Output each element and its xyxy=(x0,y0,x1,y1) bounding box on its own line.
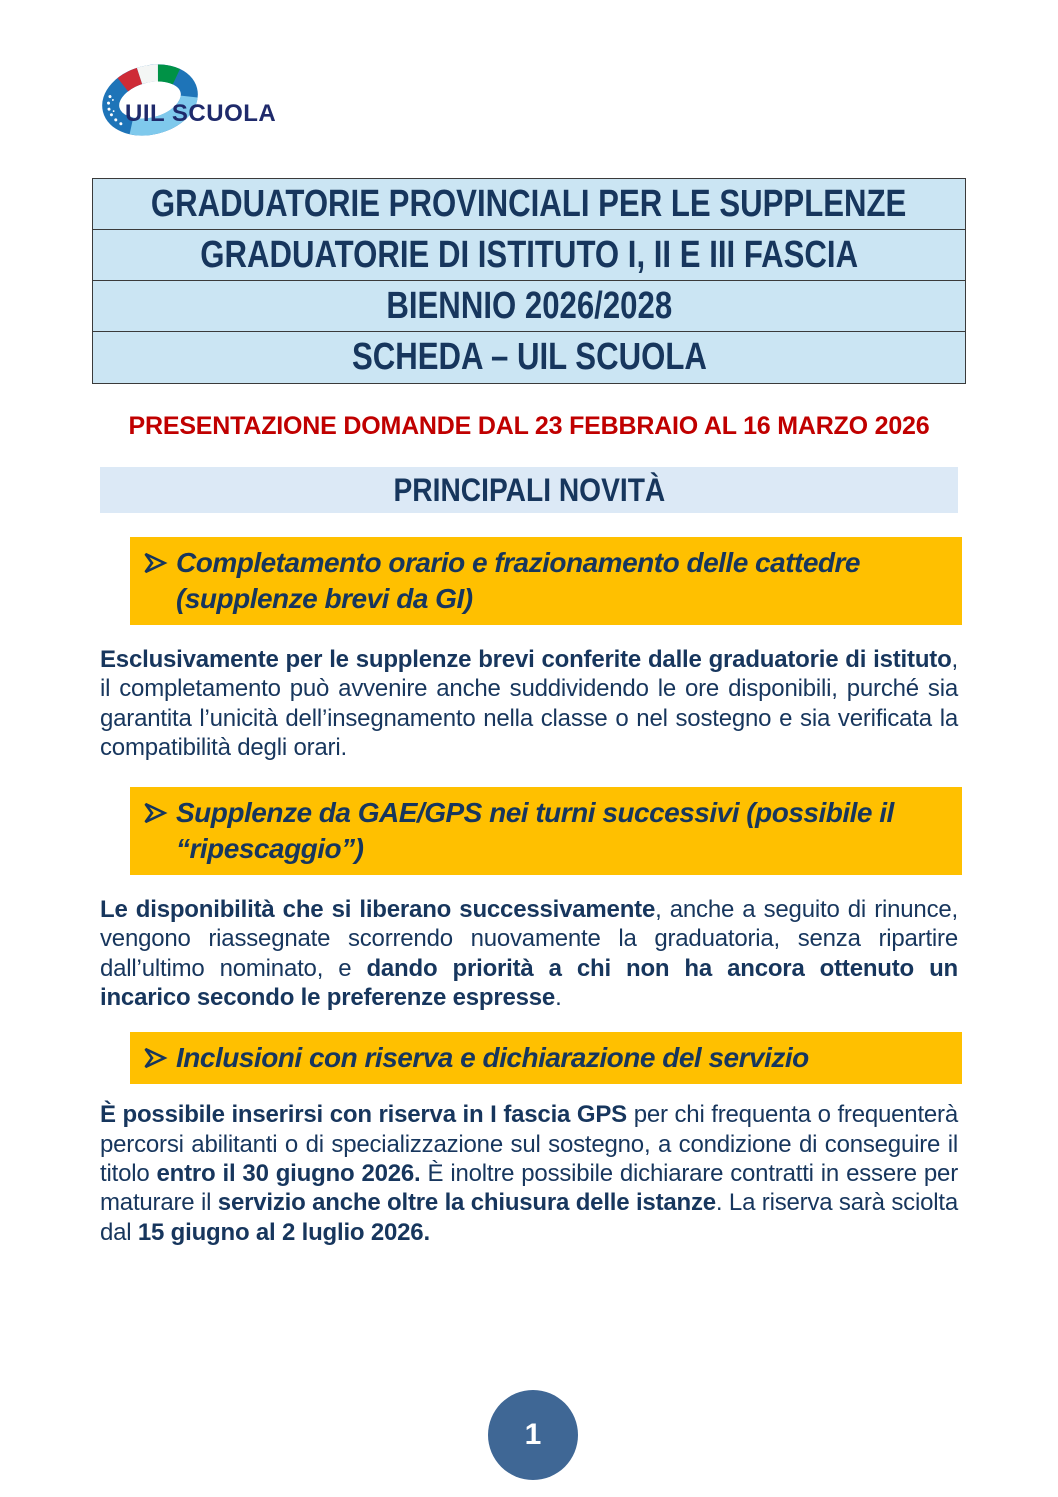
section-header-banner xyxy=(100,467,958,513)
text-segment: È inoltre possibile dichiarare contratti in essere per maturare il xyxy=(100,1159,958,1217)
bullet-text xyxy=(176,795,948,867)
table-row xyxy=(93,281,965,332)
text-segment: . xyxy=(555,984,562,1012)
paragraph-riserva xyxy=(100,1100,958,1246)
bullet-line: “ripescaggio”) xyxy=(176,833,364,865)
bullet-line: (supplenze brevi da GI) xyxy=(176,583,473,614)
bullet-banner-completamento xyxy=(130,537,962,625)
paragraph-ripescaggio xyxy=(100,895,958,1012)
bullet-line: Completamento orario e frazionamento delle cattedre xyxy=(176,547,860,578)
bullet-text xyxy=(176,1040,948,1076)
arrowhead-icon xyxy=(142,795,176,831)
table-row xyxy=(93,179,965,230)
text-segment: 15 giugno al 2 luglio 2026. xyxy=(137,1218,430,1246)
text-segment: , il completamento può avvenire anche suddividendo le ore disponibili, purché sia garantita l’unicità dell’insegnamento nella classe o nel sostegno e sia verificata la compatibilità degli orari. xyxy=(100,646,958,761)
bullet-banner-riserva xyxy=(130,1032,962,1084)
text-segment: per chi frequenta o frequenterà percorsi abilitanti o di specializzazione sul sostegno, a condizione di conseguire il titolo xyxy=(100,1101,959,1187)
page-number: 1 xyxy=(524,1418,542,1451)
page-number-badge xyxy=(488,1390,578,1480)
paragraph-completamento xyxy=(100,645,958,762)
text-segment: , anche a seguito di rinunce, vengono riassegnate scorrendo nuovamente la graduatoria, senza ripartire dall’ultimo nominato, e xyxy=(100,896,958,982)
logo-text: UIL SCUOLA xyxy=(125,100,277,127)
bullet-line: Supplenze da GAE/GPS nei turni successivi (possibile il xyxy=(176,797,894,829)
text-segment: Le disponibilità che si liberano successivamente xyxy=(100,896,656,924)
text-segment: Esclusivamente per le supplenze brevi conferite dalle graduatorie di istituto xyxy=(100,646,952,673)
uil-scuola-logo xyxy=(98,58,308,142)
table-row xyxy=(93,230,965,281)
table-row-text: GRADUATORIE DI ISTITUTO I, II E III FASCIA xyxy=(200,233,858,276)
arrowhead-icon xyxy=(142,545,176,581)
text-segment: . La riserva sarà sciolta dal xyxy=(100,1189,958,1246)
table-row xyxy=(93,332,965,383)
text-segment: servizio anche oltre la chiusura delle istanze xyxy=(217,1189,716,1217)
section-header-text: PRINCIPALI NOVITÀ xyxy=(393,471,665,508)
text-segment: entro il 30 giugno 2026. xyxy=(156,1159,421,1187)
table-row-text: BIENNIO 2026/2028 xyxy=(386,284,672,327)
bullet-banner-ripescaggio xyxy=(130,787,962,875)
deadline-notice: PRESENTAZIONE DOMANDE DAL 23 FEBBRAIO AL 16 MARZO 2026 xyxy=(128,412,930,440)
header-table xyxy=(92,178,966,384)
table-row-text: GRADUATORIE PROVINCIALI PER LE SUPPLENZE xyxy=(151,182,907,225)
bullet-text xyxy=(176,545,948,617)
arrowhead-icon xyxy=(142,1040,176,1076)
table-row-text: SCHEDA – UIL SCUOLA xyxy=(351,336,707,378)
text-segment: È possibile inserirsi con riserva in I fascia GPS xyxy=(100,1101,627,1129)
bullet-line: Inclusioni con riserva e dichiarazione del servizio xyxy=(176,1042,809,1074)
text-segment: dando priorità a chi non ha ancora ottenuto un incarico secondo le preferenze espresse xyxy=(100,954,958,1012)
